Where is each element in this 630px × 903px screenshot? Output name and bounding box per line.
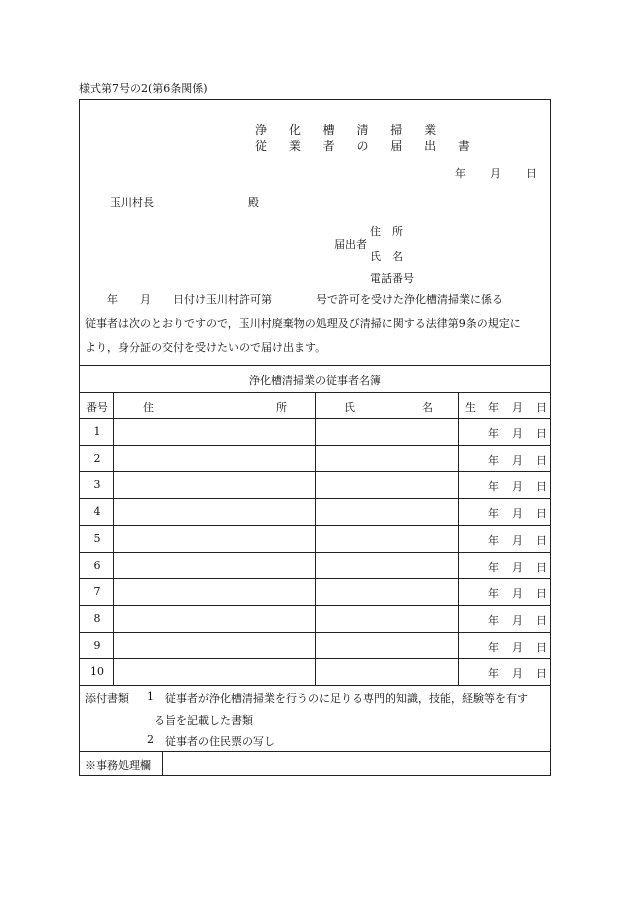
row-number: 2 xyxy=(93,451,101,465)
attachment-2-text: 従事者の住民票の写し xyxy=(165,735,275,748)
header-dob-d: 日 xyxy=(536,401,547,414)
header-dob-c: 月 xyxy=(512,401,523,414)
row-dob-day-label: 日 xyxy=(536,667,547,681)
date-day-label: 日 xyxy=(526,167,537,180)
date-month-label: 月 xyxy=(490,167,501,180)
header-name-a: 氏 xyxy=(344,401,355,414)
date-year-label: 年 xyxy=(455,167,466,180)
row-number: 3 xyxy=(93,478,101,492)
row-dob-day-label: 日 xyxy=(536,507,547,521)
row-number: 1 xyxy=(93,425,101,438)
applicant-phone-label: 電話番号 xyxy=(370,272,414,285)
row-name-field[interactable] xyxy=(316,552,458,579)
form-label: 様式第7号の2(第6条関係) xyxy=(79,82,208,95)
row-dob-year-label: 年 xyxy=(488,533,499,547)
row-address-field[interactable] xyxy=(114,471,315,498)
header-address-a: 住 xyxy=(143,401,154,414)
row-dob-day-label: 日 xyxy=(536,613,547,627)
row-number: 8 xyxy=(93,611,101,625)
row-dob-year-label: 年 xyxy=(488,640,499,654)
roster-top-rule xyxy=(80,365,550,366)
row-number: 7 xyxy=(93,585,101,599)
row-dob-month-label: 月 xyxy=(512,587,523,601)
row-dob-month-label: 月 xyxy=(512,613,523,627)
row-name-field[interactable] xyxy=(316,498,458,525)
row-number: 5 xyxy=(93,531,101,545)
office-use-label: ※事務処理欄 xyxy=(85,759,151,772)
header-address-b: 所 xyxy=(276,401,287,414)
row-dob-day-label: 日 xyxy=(536,560,547,574)
row-address-field[interactable] xyxy=(114,552,315,579)
row-address-field[interactable] xyxy=(114,632,315,659)
row-dob-month-label: 月 xyxy=(512,507,523,521)
header-number: 番号 xyxy=(86,401,108,414)
addressee-honorific: 殿 xyxy=(248,196,259,209)
row-address-field[interactable] xyxy=(114,445,315,472)
row-name-field[interactable] xyxy=(316,471,458,498)
intro-line-2: 従事者は次のとおりですので，玉川村廃棄物の処理及び清掃に関する法律第9条の規定に xyxy=(85,317,521,330)
row-dob-year-label: 年 xyxy=(488,613,499,627)
row-dob-month-label: 月 xyxy=(512,427,523,440)
row-dob-month-label: 月 xyxy=(512,453,523,467)
row-dob-year-label: 年 xyxy=(488,507,499,521)
row-name-field[interactable] xyxy=(316,578,458,605)
attachment-1-number: 1 xyxy=(147,690,154,703)
row-dob-day-label: 日 xyxy=(536,533,547,547)
applicant-address-label: 住 所 xyxy=(370,225,403,238)
row-number: 4 xyxy=(93,505,101,519)
row-name-field[interactable] xyxy=(316,525,458,552)
row-dob-month-label: 月 xyxy=(512,667,523,681)
row-dob-year-label: 年 xyxy=(488,587,499,601)
attachment-1-line1: 従事者が浄化槽清掃業を行うのに足りる専門的知識，技能，経験等を有す xyxy=(165,692,528,705)
attachment-1-line2: る旨を記載した書類 xyxy=(154,714,253,727)
row-name-field[interactable] xyxy=(316,605,458,632)
row-name-field[interactable] xyxy=(316,445,458,472)
office-use-divider xyxy=(162,751,163,775)
form-title-line2: 従 業 者 の 届 出 書 xyxy=(255,139,479,153)
attachments-top-rule xyxy=(80,685,550,686)
row-name-field[interactable] xyxy=(316,658,458,685)
row-dob-month-label: 月 xyxy=(512,533,523,547)
form-frame xyxy=(79,99,551,776)
intro-paragraph xyxy=(80,288,550,360)
row-dob-day-label: 日 xyxy=(536,427,547,440)
intro-line-1: 年 月 日付け玉川村許可第 号で許可を受けた浄化槽清掃業に係る xyxy=(85,293,503,306)
row-dob-month-label: 月 xyxy=(512,560,523,574)
applicant-name-label: 氏 名 xyxy=(370,250,403,263)
row-number: 9 xyxy=(93,638,101,652)
row-dob-day-label: 日 xyxy=(536,480,547,494)
row-dob-day-label: 日 xyxy=(536,453,547,467)
row-name-field[interactable] xyxy=(316,632,458,659)
row-dob-year-label: 年 xyxy=(488,427,499,440)
row-address-field[interactable] xyxy=(114,498,315,525)
office-use-top-rule xyxy=(80,751,550,752)
row-number: 10 xyxy=(90,665,104,679)
applicant-label: 届出者 xyxy=(334,238,367,251)
row-address-field[interactable] xyxy=(114,605,315,632)
attachments-label: 添付書類 xyxy=(85,692,129,705)
addressee-name: 玉川村長 xyxy=(110,196,154,209)
row-dob-day-label: 日 xyxy=(536,587,547,601)
row-address-field[interactable] xyxy=(114,418,315,445)
intro-line-3: より，身分証の交付を受けたいので届け出ます。 xyxy=(85,341,327,354)
row-address-field[interactable] xyxy=(114,578,315,605)
header-dob-b: 年 xyxy=(488,401,499,414)
row-number: 6 xyxy=(93,558,101,572)
row-dob-month-label: 月 xyxy=(512,640,523,654)
row-address-field[interactable] xyxy=(114,525,315,552)
row-dob-year-label: 年 xyxy=(488,560,499,574)
row-dob-year-label: 年 xyxy=(488,667,499,681)
row-dob-year-label: 年 xyxy=(488,453,499,467)
row-dob-year-label: 年 xyxy=(488,480,499,494)
row-address-field[interactable] xyxy=(114,658,315,685)
form-title-line1: 浄 化 槽 清 掃 業 xyxy=(255,123,446,137)
row-name-field[interactable] xyxy=(316,418,458,445)
roster-title: 浄化槽清掃業の従事者名簿 xyxy=(249,374,381,387)
header-name-b: 名 xyxy=(422,401,433,414)
attachment-2-number: 2 xyxy=(147,733,154,746)
row-dob-day-label: 日 xyxy=(536,640,547,654)
col-divider-name xyxy=(458,392,459,685)
row-dob-month-label: 月 xyxy=(512,480,523,494)
header-dob-a: 生 xyxy=(465,401,476,414)
